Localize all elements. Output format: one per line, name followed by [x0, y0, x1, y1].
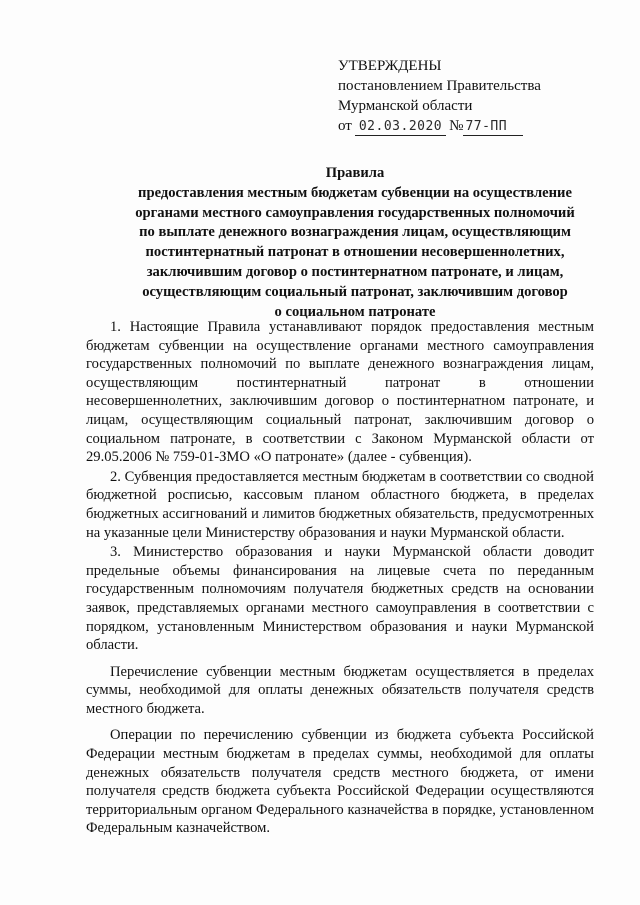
title-line: о социальном патронате	[274, 303, 436, 320]
title-line: предоставления местным бюджетам субвенции на осуществление	[138, 184, 572, 201]
document-body	[86, 318, 594, 838]
title-main: Правила	[325, 165, 385, 181]
approval-line-1: постановлением Правительства	[338, 78, 541, 94]
title-line: по выплате денежного вознаграждения лицам, осуществляющим	[139, 224, 571, 241]
date-value: 02.03.2020	[355, 119, 446, 136]
title-line: органами местного самоуправления государственных полномочий	[135, 204, 575, 221]
title-line: заключившим договор о постинтернатном патронате, и лицам,	[146, 263, 564, 280]
paragraph: Операции по перечислению субвенции из бюджета субъекта Российской Федерации местным бюджетам в пределах суммы, необходимой для оплаты денежных обязательств получателя средств местного бюджета, от имени получателя средств бюджета субъекта Российской Федерации осуществляются территориальным органом Федерального казначейства в порядке, установленном Федеральным казначейством.	[86, 727, 594, 837]
paragraph: 3. Министерство образования и науки Мурманской области доводит предельные объемы финансирования на лицевые счета по переданным государственным полномочиям получателя бюджетных средств на основании заявок, представляемых органами местного самоуправления в соответствии с порядком, установленным Министерством образования и науки Мурманской области.	[86, 544, 594, 654]
approval-block	[338, 56, 618, 136]
document-title	[90, 164, 620, 322]
paragraph: 2. Субвенция предоставляется местным бюджетам в соответствии со сводной бюджетной росписью, кассовым планом областного бюджета, в пределах бюджетных ассигнований и лимитов бюджетных обязательств, предусмотренных на указанные цели Министерству образования и науки Мурманской области.	[86, 468, 594, 541]
title-line: постинтернатный патронат в отношении несовершеннолетних,	[145, 244, 565, 261]
approval-date-line	[338, 116, 618, 136]
approval-line-2: Мурманской области	[338, 98, 473, 114]
paragraph: 1. Настоящие Правила устанавливают порядок предоставления местным бюджетам субвенции на осуществление органами местного самоуправления государственных полномочий по выплате денежного вознаграждения лицам, осуществляющим постинтернатный патронат в отношении несовершеннолетних, заключившим договор о постинтернатном патронате, и лицам, осуществляющим социальный патронат, заключившим договор о социальном патронате, в соответствии с Законом Мурманской области от 29.05.2006 № 759-01-ЗМО «О патронате» (далее - субвенция).	[86, 319, 594, 466]
number-prefix: №	[449, 118, 464, 134]
number-value: 77-ПП	[463, 119, 523, 136]
approval-heading: УТВЕРЖДЕНЫ	[338, 58, 442, 74]
paragraph: Перечисление субвенции местным бюджетам осуществляется в пределах суммы, необходимой для оплаты денежных обязательств получателя средств местного бюджета.	[86, 663, 594, 717]
date-prefix: от	[338, 118, 352, 134]
title-line: осуществляющим социальный патронат, заключившим договор	[142, 283, 568, 300]
